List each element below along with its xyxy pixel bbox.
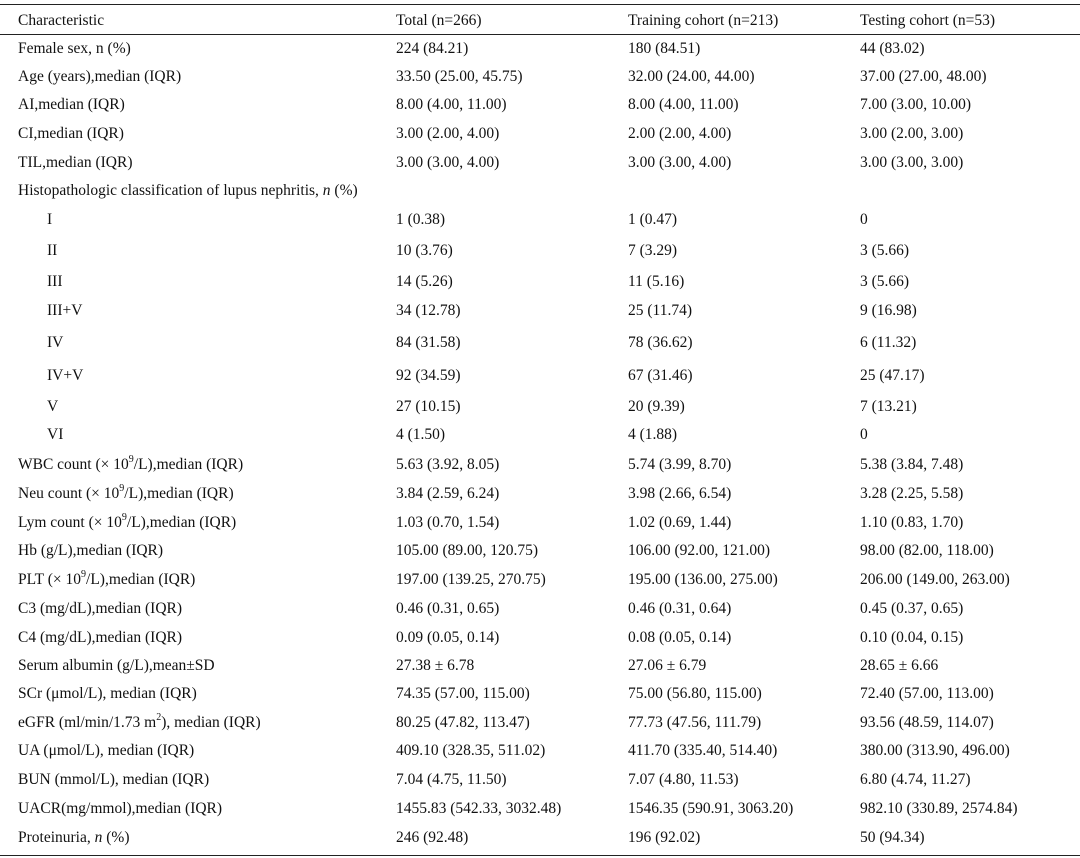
total-cell: 197.00 (139.25, 270.75) <box>396 571 546 588</box>
table-row <box>0 795 1080 823</box>
row-label <box>18 480 234 508</box>
training-cell: 11 (5.16) <box>628 273 685 290</box>
testing-cell: 72.40 (57.00, 113.00) <box>860 685 994 702</box>
training-cell: 1.02 (0.69, 1.44) <box>628 514 732 531</box>
table-row <box>0 329 1080 357</box>
row-label-text: C4 (mg/dL),median (IQR) <box>18 629 183 646</box>
table-row <box>0 680 1080 708</box>
total-cell: 27 (10.15) <box>396 398 461 415</box>
total-cell: 246 (92.48) <box>396 829 469 846</box>
testing-cell: 25 (47.17) <box>860 367 925 384</box>
training-cell: 5.74 (3.99, 8.70) <box>628 456 732 473</box>
row-label-text: I <box>47 211 53 228</box>
testing-cell: 0 <box>860 211 868 228</box>
total-cell: 92 (34.59) <box>396 367 461 384</box>
total-cell: 80.25 (47.82, 113.47) <box>396 714 530 731</box>
table-row <box>0 737 1080 765</box>
row-label-text: BUN (mmol/L), median (IQR) <box>18 771 210 788</box>
testing-cell: 206.00 (149.00, 263.00) <box>860 571 1010 588</box>
row-label <box>18 766 209 794</box>
total-cell: 1.03 (0.70, 1.54) <box>396 514 500 531</box>
training-cell: 8.00 (4.00, 11.00) <box>628 96 739 113</box>
row-label <box>47 329 63 357</box>
row-label <box>18 624 182 652</box>
row-label-superscript: 9 <box>121 511 127 523</box>
table-row <box>0 480 1080 508</box>
header-characteristic: Characteristic <box>18 12 105 29</box>
table-row <box>0 206 1080 234</box>
row-label-superscript: 9 <box>128 453 134 465</box>
training-cell: 27.06 ± 6.79 <box>628 657 707 674</box>
row-label-suffix: /L),median (IQR) <box>86 571 196 588</box>
training-cell: 75.00 (56.80, 115.00) <box>628 685 762 702</box>
testing-cell: 3.28 (2.25, 5.58) <box>860 485 964 502</box>
testing-cell: 6.80 (4.74, 11.27) <box>860 771 971 788</box>
row-label-text: IV+V <box>47 367 84 384</box>
header-row <box>0 7 1080 35</box>
testing-cell: 1.10 (0.83, 1.70) <box>860 514 964 531</box>
training-cell: 411.70 (335.40, 514.40) <box>628 742 778 759</box>
total-cell: 224 (84.21) <box>396 40 469 57</box>
total-cell: 0.46 (0.31, 0.65) <box>396 600 500 617</box>
row-label-superscript: 9 <box>119 482 125 494</box>
total-cell: 10 (3.76) <box>396 242 453 259</box>
testing-cell: 93.56 (48.59, 114.07) <box>860 714 994 731</box>
testing-cell: 37.00 (27.00, 48.00) <box>860 68 987 85</box>
training-cell: 3.98 (2.66, 6.54) <box>628 485 732 502</box>
total-cell: 3.00 (2.00, 4.00) <box>396 125 500 142</box>
row-label-text: AI,median (IQR) <box>18 96 125 113</box>
row-label-italic: n <box>322 182 331 199</box>
row-label-text: Neu count (× 10 <box>18 485 120 502</box>
testing-cell: 9 (16.98) <box>860 302 917 319</box>
table-row <box>0 624 1080 652</box>
total-cell: 3.00 (3.00, 4.00) <box>396 154 500 171</box>
row-label <box>18 537 163 565</box>
table-row <box>0 149 1080 177</box>
row-label <box>18 509 236 537</box>
testing-cell: 7.00 (3.00, 10.00) <box>860 96 972 113</box>
row-label-suffix: /L),median (IQR) <box>133 456 244 473</box>
testing-cell: 3.00 (2.00, 3.00) <box>860 125 964 142</box>
table-row <box>0 297 1080 325</box>
row-label <box>47 297 82 325</box>
row-label <box>47 421 63 449</box>
row-label-text: TIL,median (IQR) <box>18 154 133 171</box>
training-cell: 7.07 (4.80, 11.53) <box>628 771 739 788</box>
training-cell: 0.46 (0.31, 0.64) <box>628 600 732 617</box>
total-cell: 1 (0.38) <box>396 211 446 228</box>
row-label-text: PLT (× 10 <box>18 571 82 588</box>
testing-cell: 98.00 (82.00, 118.00) <box>860 542 994 559</box>
testing-cell: 0.45 (0.37, 0.65) <box>860 600 964 617</box>
row-label-text: VI <box>47 426 64 443</box>
table-row <box>0 120 1080 148</box>
training-cell: 1 (0.47) <box>628 211 678 228</box>
training-cell: 78 (36.62) <box>628 334 693 351</box>
total-cell: 34 (12.78) <box>396 302 461 319</box>
row-label <box>18 149 133 177</box>
row-label-text: Female sex, n (%) <box>18 40 131 57</box>
testing-cell: 3.00 (3.00, 3.00) <box>860 154 964 171</box>
testing-cell: 5.38 (3.84, 7.48) <box>860 456 964 473</box>
testing-cell: 3 (5.66) <box>860 242 910 259</box>
row-label <box>18 795 222 823</box>
testing-cell: 28.65 ± 6.66 <box>860 657 939 674</box>
table-row <box>0 566 1080 594</box>
row-label <box>47 206 52 234</box>
row-label <box>18 451 243 479</box>
row-label-text: SCr (μmol/L), median (IQR) <box>18 685 197 702</box>
row-label-suffix: /L),median (IQR) <box>126 514 237 531</box>
training-cell: 2.00 (2.00, 4.00) <box>628 125 732 142</box>
testing-cell: 3 (5.66) <box>860 273 910 290</box>
testing-cell: 50 (94.34) <box>860 829 925 846</box>
row-label <box>18 120 124 148</box>
table-row <box>0 824 1080 852</box>
table-row <box>0 362 1080 390</box>
row-label-suffix: /L),median (IQR) <box>124 485 234 502</box>
row-label-text: Lym count (× 10 <box>18 514 122 531</box>
row-label <box>47 362 83 390</box>
row-label-text: IV <box>47 334 64 351</box>
table-row <box>0 509 1080 537</box>
row-label <box>47 237 57 265</box>
row-label-superscript: 2 <box>156 711 162 723</box>
training-cell: 196 (92.02) <box>628 829 701 846</box>
training-cell: 0.08 (0.05, 0.14) <box>628 629 732 646</box>
table-row <box>0 91 1080 119</box>
row-label-text: WBC count (× 10 <box>18 456 129 473</box>
row-label-text: Serum albumin (g/L),mean±SD <box>18 657 215 674</box>
header-testing: Testing cohort (n=53) <box>860 12 996 29</box>
table-row <box>0 393 1080 421</box>
bottom-rule <box>0 855 1080 856</box>
table-row <box>0 421 1080 449</box>
row-label <box>18 566 195 594</box>
table-row <box>0 652 1080 680</box>
row-label <box>18 737 194 765</box>
row-label-suffix: (%) <box>330 182 358 199</box>
row-label <box>18 177 358 205</box>
header-total: Total (n=266) <box>396 12 482 29</box>
total-cell: 84 (31.58) <box>396 334 461 351</box>
table-row <box>0 595 1080 623</box>
training-cell: 20 (9.39) <box>628 398 685 415</box>
row-label <box>18 709 261 737</box>
row-label-text: UACR(mg/mmol),median (IQR) <box>18 800 223 817</box>
row-label <box>47 268 63 296</box>
total-cell: 8.00 (4.00, 11.00) <box>396 96 507 113</box>
testing-cell: 380.00 (313.90, 496.00) <box>860 742 1010 759</box>
row-label-superscript: 9 <box>81 568 87 580</box>
total-cell: 409.10 (328.35, 511.02) <box>396 742 546 759</box>
row-label <box>18 824 130 852</box>
table-row <box>0 35 1080 63</box>
training-cell: 3.00 (3.00, 4.00) <box>628 154 732 171</box>
row-label-text: V <box>47 398 59 415</box>
row-label-suffix: ), median (IQR) <box>161 714 261 731</box>
row-label <box>18 680 197 708</box>
training-cell: 67 (31.46) <box>628 367 693 384</box>
total-cell: 0.09 (0.05, 0.14) <box>396 629 500 646</box>
table-row <box>0 268 1080 296</box>
total-cell: 14 (5.26) <box>396 273 453 290</box>
training-cell: 7 (3.29) <box>628 242 678 259</box>
testing-cell: 44 (83.02) <box>860 40 925 57</box>
row-label-suffix: (%) <box>102 829 130 846</box>
table-row <box>0 537 1080 565</box>
row-label-text: C3 (mg/dL),median (IQR) <box>18 600 183 617</box>
row-label <box>18 652 215 680</box>
table-row <box>0 63 1080 91</box>
training-cell: 1546.35 (590.91, 3063.20) <box>628 800 794 817</box>
table-row <box>0 177 1080 205</box>
row-label-text: UA (μmol/L), median (IQR) <box>18 742 195 759</box>
total-cell: 74.35 (57.00, 115.00) <box>396 685 530 702</box>
row-label <box>18 35 131 63</box>
training-cell: 77.73 (47.56, 111.79) <box>628 714 762 731</box>
testing-cell: 7 (13.21) <box>860 398 917 415</box>
table-row <box>0 766 1080 794</box>
total-cell: 1455.83 (542.33, 3032.48) <box>396 800 562 817</box>
table-row <box>0 451 1080 479</box>
row-label-text: Hb (g/L),median (IQR) <box>18 542 164 559</box>
row-label <box>47 393 58 421</box>
total-cell: 7.04 (4.75, 11.50) <box>396 771 507 788</box>
header-training: Training cohort (n=213) <box>628 12 779 29</box>
row-label <box>18 63 181 91</box>
total-cell: 27.38 ± 6.78 <box>396 657 475 674</box>
table-row <box>0 237 1080 265</box>
table-row <box>0 709 1080 737</box>
row-label-text: eGFR (ml/min/1.73 m <box>18 714 157 731</box>
row-label-text: CI,median (IQR) <box>18 125 124 142</box>
testing-cell: 0 <box>860 426 868 443</box>
training-cell: 32.00 (24.00, 44.00) <box>628 68 755 85</box>
training-cell: 25 (11.74) <box>628 302 692 319</box>
row-label-text: III <box>47 273 63 290</box>
total-cell: 5.63 (3.92, 8.05) <box>396 456 500 473</box>
row-label-text: III+V <box>47 302 83 319</box>
total-cell: 105.00 (89.00, 120.75) <box>396 542 539 559</box>
testing-cell: 0.10 (0.04, 0.15) <box>860 629 964 646</box>
total-cell: 33.50 (25.00, 45.75) <box>396 68 523 85</box>
row-label-italic: n <box>94 829 103 846</box>
row-label-text: II <box>47 242 58 259</box>
training-cell: 106.00 (92.00, 121.00) <box>628 542 771 559</box>
training-cell: 4 (1.88) <box>628 426 678 443</box>
training-cell: 195.00 (136.00, 275.00) <box>628 571 778 588</box>
total-cell: 3.84 (2.59, 6.24) <box>396 485 500 502</box>
testing-cell: 982.10 (330.89, 2574.84) <box>860 800 1018 817</box>
row-label-text: Proteinuria, <box>18 829 95 846</box>
top-rule <box>0 4 1080 5</box>
row-label <box>18 595 182 623</box>
row-label-text: Histopathologic classification of lupus nephritis, <box>18 182 323 199</box>
row-label-text: Age (years),median (IQR) <box>18 68 182 85</box>
training-cell: 180 (84.51) <box>628 40 701 57</box>
total-cell: 4 (1.50) <box>396 426 446 443</box>
testing-cell: 6 (11.32) <box>860 334 917 351</box>
row-label <box>18 91 125 119</box>
